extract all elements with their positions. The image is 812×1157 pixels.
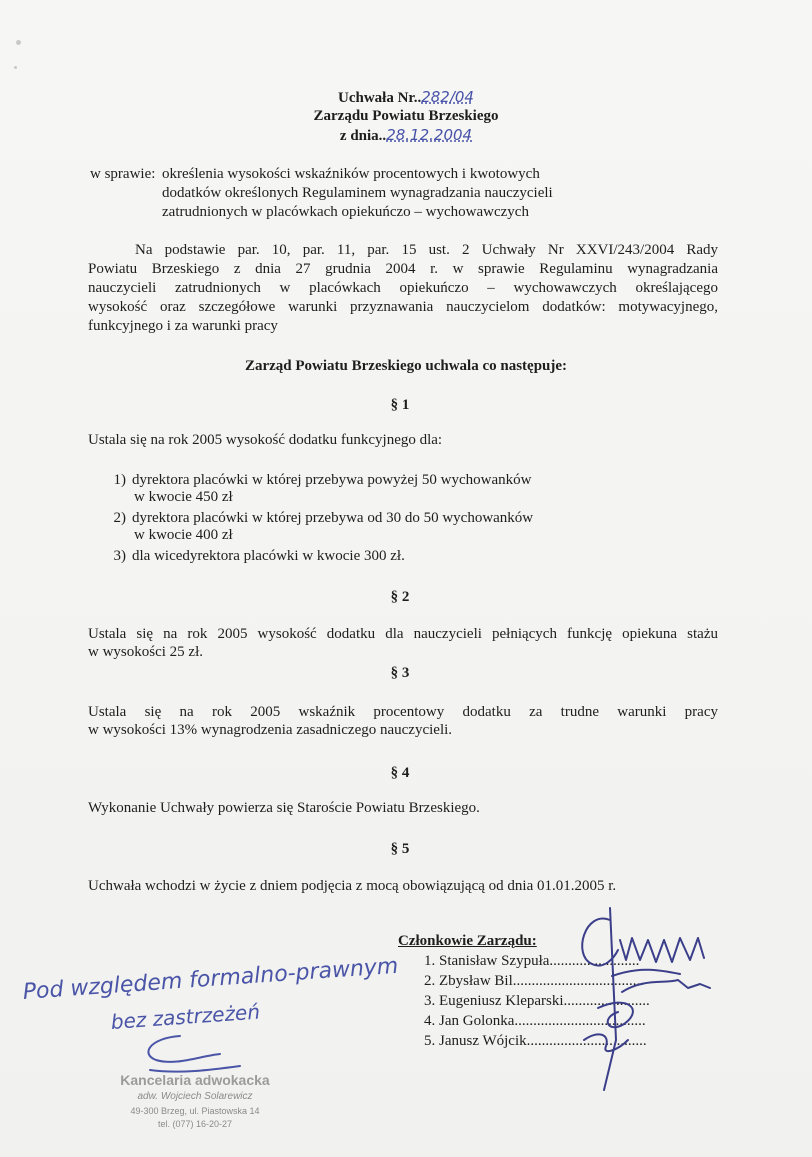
- list-item-number: 3): [113, 548, 126, 564]
- signature-stroke: [622, 980, 710, 992]
- preamble-line: nauczycieli zatrudnionych w placówkach opiekuńczo – wychowawczych określającego: [88, 280, 718, 296]
- board-member: 4. Jan Golonka...................................: [424, 1013, 646, 1029]
- list-item-text: dla wicedyrektora placówki w kwocie 300 zł.: [132, 548, 405, 564]
- preamble-line: wysokość oraz szczegółowe warunki przyznawania nauczycielom dodatków: motywacyjnego,: [88, 299, 718, 315]
- section-3-title: § 3: [390, 665, 410, 681]
- section-4-title: § 4: [390, 765, 410, 781]
- section-3-line: w wysokości 13% wynagrodzenia zasadniczego nauczycieli.: [88, 722, 453, 738]
- resolution-date: [0, 126, 812, 145]
- resolution-number-handwritten: 282/04: [421, 88, 474, 106]
- legal-review-note-line2: bez zastrzeżeń: [110, 999, 261, 1034]
- stamp-office: Kancelaria adwokacka: [120, 1072, 270, 1088]
- preamble-line: funkcyjnego i za warunki pracy: [88, 318, 278, 334]
- stamp-phone: tel. (077) 16-20-27: [157, 1119, 233, 1129]
- resolution-date-label: z dnia..: [339, 128, 387, 144]
- list-item-text-cont: w kwocie 450 zł: [134, 489, 233, 505]
- list-item: [104, 548, 624, 566]
- resolution-date-handwritten: 28.12.2004: [386, 126, 473, 144]
- section-1-intro: Ustala się na rok 2005 wysokość dodatku funkcyjnego dla:: [88, 432, 443, 448]
- list-item-text: dyrektora placówki w której przebywa od 30 do 50 wychowanków: [132, 510, 534, 526]
- subject-line: określenia wysokości wskaźników procentowych i kwotowych: [162, 166, 540, 182]
- list-item-number: 1): [113, 472, 126, 488]
- section-3-line: Ustala się na rok 2005 wskaźnik procentowy dodatku za trudne warunki pracy: [88, 704, 718, 720]
- subject-label: w sprawie:: [90, 166, 156, 182]
- resolution-number-label: Uchwała Nr..: [338, 90, 422, 106]
- signature-stroke: [620, 938, 704, 962]
- section-2-line: Ustala się na rok 2005 wysokość dodatku dla nauczycieli pełniących funkcję opiekuna stażu: [88, 626, 718, 642]
- signatures-image: [540, 900, 740, 1100]
- resolves-heading: Zarząd Powiatu Brzeskiego uchwala co następuje:: [244, 358, 568, 374]
- section-2-line: w wysokości 25 zł.: [88, 644, 203, 660]
- scan-speck: [16, 40, 21, 45]
- subject-line: dodatków określonych Regulaminem wynagradzania nauczycieli: [162, 185, 553, 201]
- resolution-number: [0, 88, 812, 107]
- resolution-authority: Zarządu Powiatu Brzeskiego: [313, 108, 499, 124]
- section-2-title: § 2: [390, 589, 410, 605]
- board-member: 3. Eugeniusz Kleparski.......................: [424, 993, 650, 1009]
- scan-speck: [14, 66, 17, 69]
- list-item-text: dyrektora placówki w której przebywa powyżej 50 wychowanków: [132, 472, 532, 488]
- section-5-text: Uchwała wchodzi w życie z dniem podjęcia z mocą obowiązującą od dnia 01.01.2005 r.: [88, 878, 617, 894]
- signature-stroke: [604, 908, 616, 1090]
- board-members-title: Członkowie Zarządu:: [398, 933, 537, 949]
- signature-stroke: [584, 1034, 628, 1051]
- stamp-lawyer: adw. Wojciech Solarewicz: [137, 1091, 253, 1102]
- section-4-text: Wykonanie Uchwały powierza się Staroście Powiatu Brzeskiego.: [88, 800, 480, 816]
- subject-line: zatrudnionych w placówkach opiekuńczo – wychowawczych: [162, 204, 529, 220]
- preamble-line: Powiatu Brzeskiego z dnia 27 grudnia 2004 r. w sprawie Regulaminu wynagradzania: [88, 261, 718, 277]
- board-member: 5. Janusz Wójcik................................: [424, 1033, 647, 1049]
- list-item-text-cont: w kwocie 400 zł: [134, 527, 233, 543]
- list-item: [104, 472, 624, 508]
- board-member: 1. Stanisław Szypuła........................: [424, 953, 640, 969]
- board-member: 2. Zbysław Bil...................................: [424, 973, 644, 989]
- list-item-number: 2): [113, 510, 126, 526]
- section-5-title: § 5: [390, 841, 410, 857]
- preamble-line: Na podstawie par. 10, par. 11, par. 15 ust. 2 Uchwały Nr XXVI/243/2004 Rady: [135, 242, 718, 258]
- signature-stroke: [612, 970, 680, 976]
- stamp-address: 49-300 Brzeg, ul. Piastowska 14: [130, 1106, 260, 1116]
- section-1-title: § 1: [390, 397, 410, 413]
- list-item: [104, 510, 624, 546]
- legal-review-note: Pod względem formalno-prawnym: [22, 953, 400, 1005]
